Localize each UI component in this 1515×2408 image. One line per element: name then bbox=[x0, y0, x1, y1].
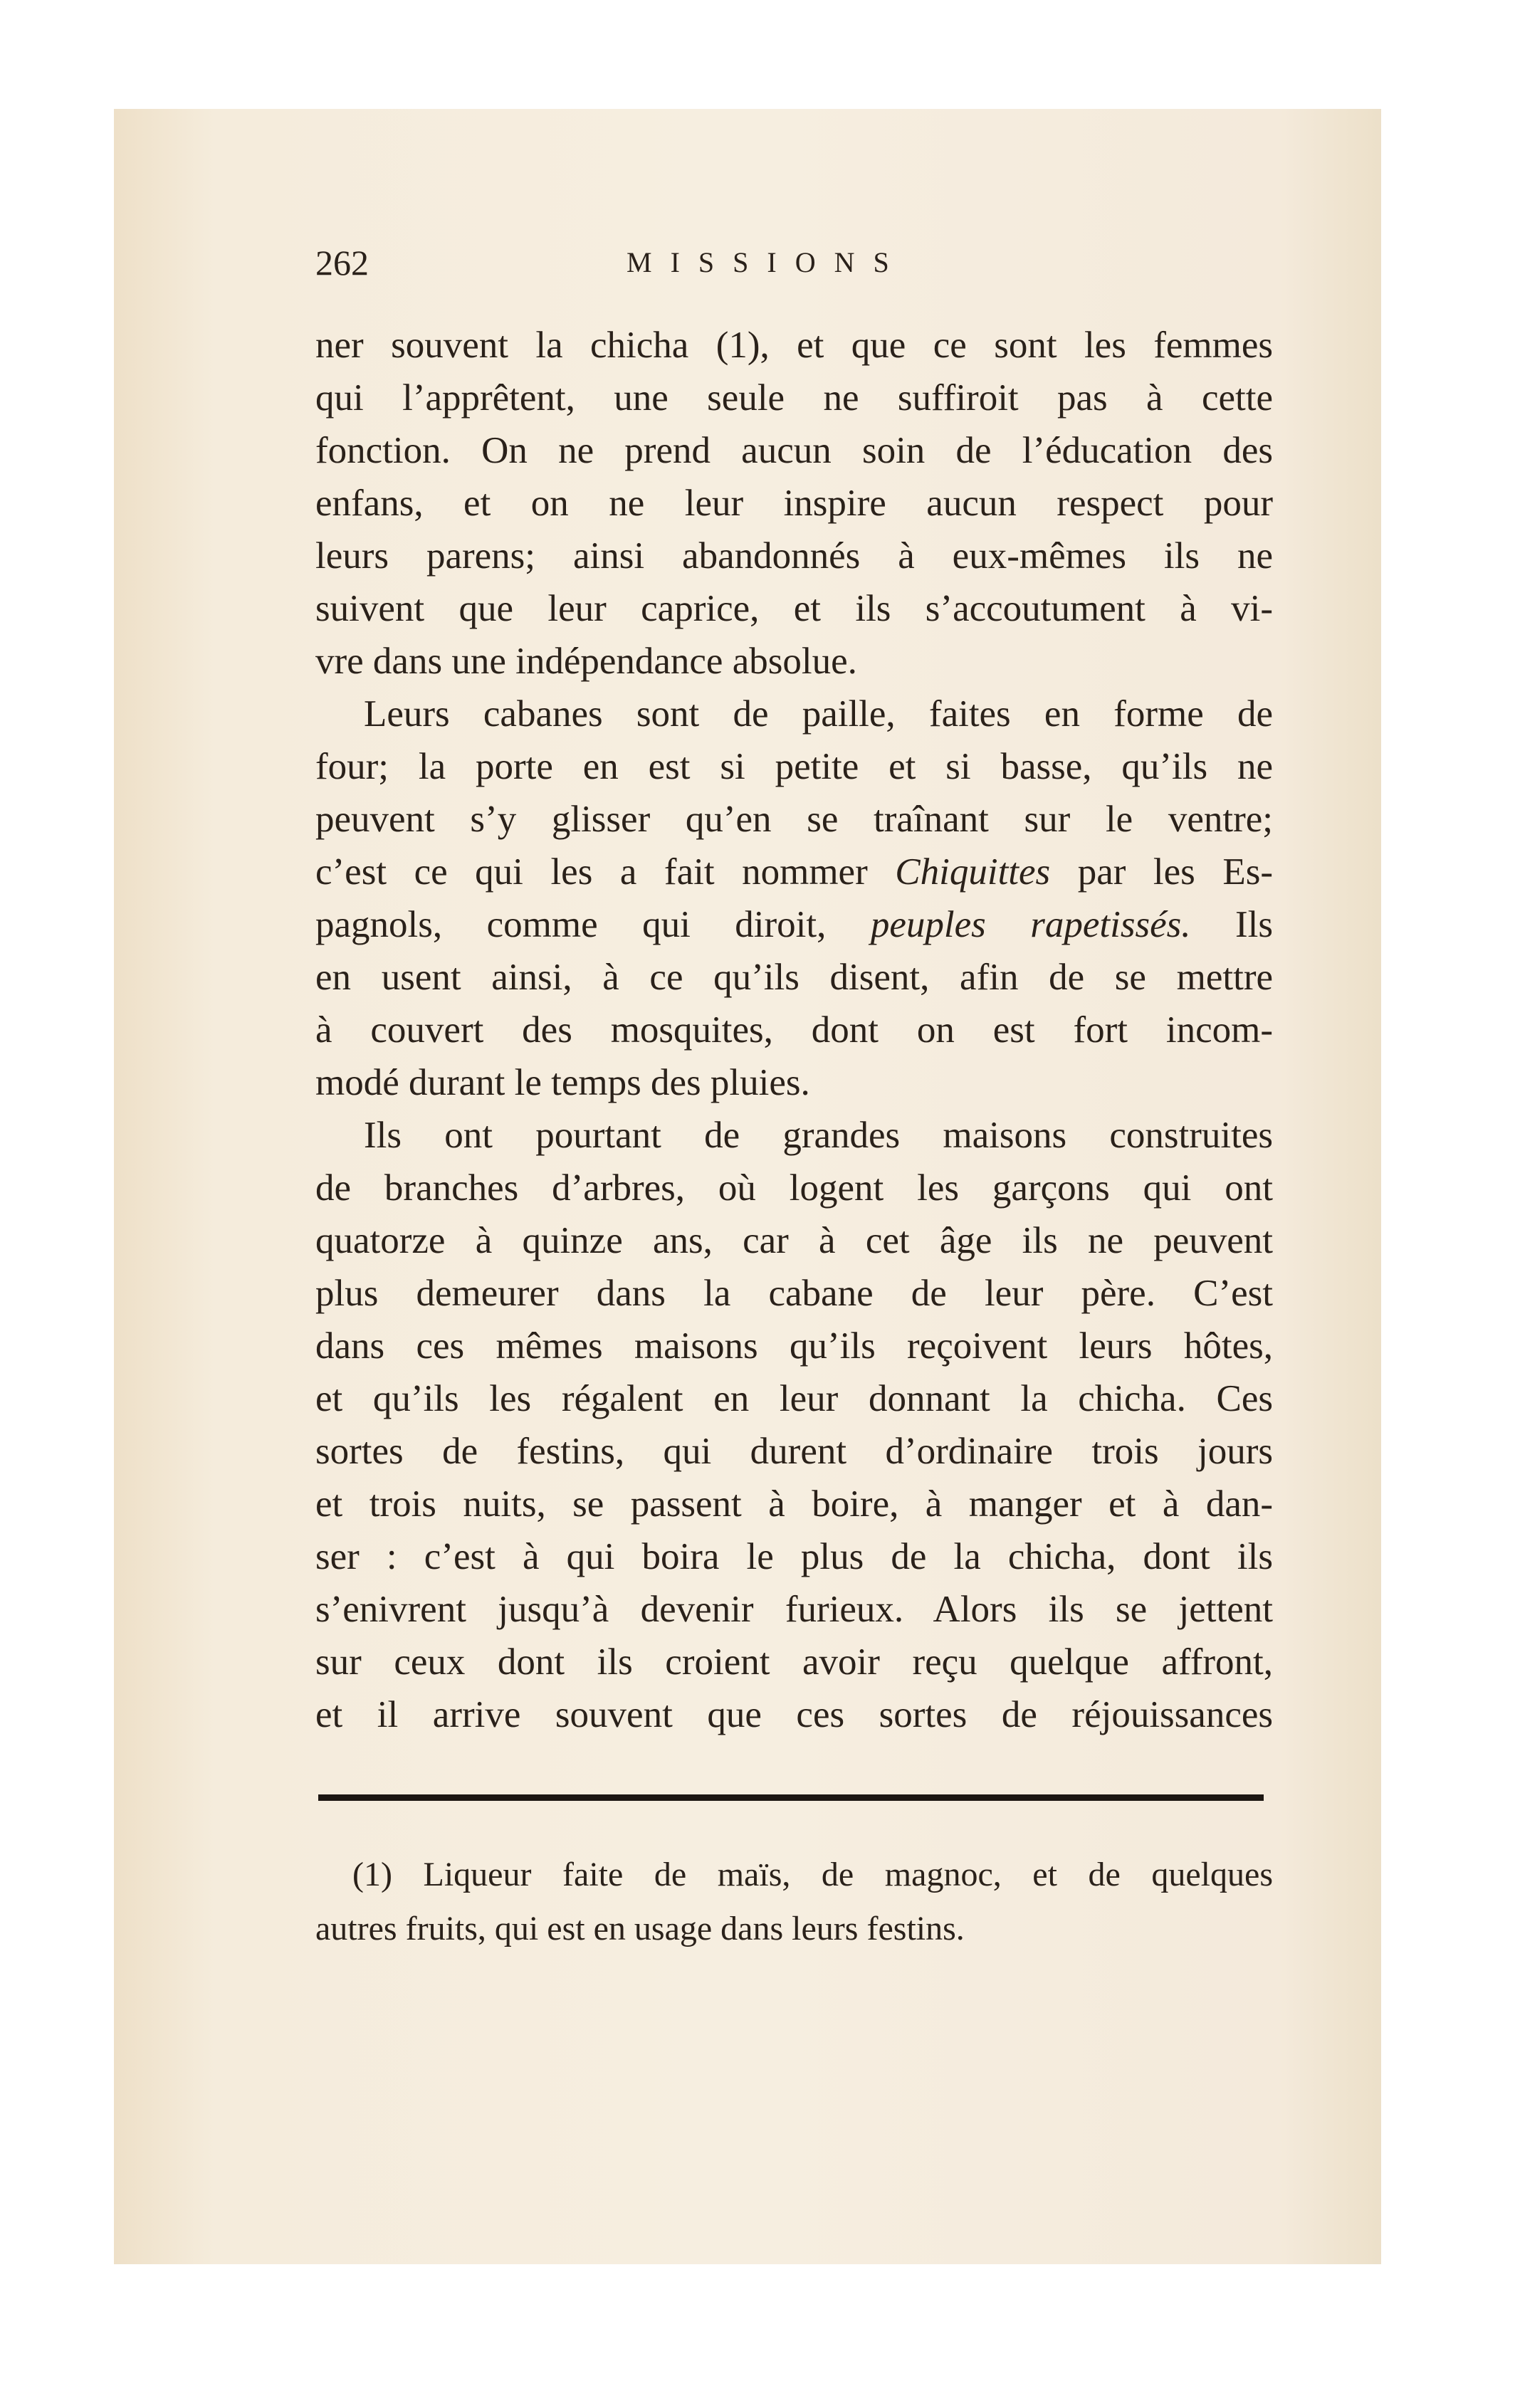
text-segment: quatorze à quinze ans, car à cet âge ils ne peuvent bbox=[315, 1220, 1273, 1261]
text-line bbox=[315, 1425, 1273, 1478]
running-title: MISSIONS bbox=[627, 246, 908, 278]
footnote-line: (1) Liqueur faite de maïs, de magnoc, et de quelques bbox=[352, 1856, 1273, 1893]
text-line bbox=[315, 635, 1273, 688]
text-segment: et trois nuits, se passent à boire, à manger et à dan- bbox=[315, 1483, 1273, 1525]
italic-text: Chiquittes bbox=[895, 851, 1051, 893]
text-line bbox=[315, 1109, 1273, 1162]
italic-text: peuples rapetissés. bbox=[870, 904, 1191, 945]
text-segment: et qu’ils les régalent en leur donnant la chicha. Ces bbox=[315, 1378, 1273, 1419]
text-segment: plus demeurer dans la cabane de leur père. C’est bbox=[315, 1273, 1273, 1314]
text-segment: fonction. On ne prend aucun soin de l’éducation des bbox=[315, 430, 1273, 471]
text-segment: dans ces mêmes maisons qu’ils reçoivent leurs hôtes, bbox=[315, 1325, 1273, 1367]
text-line bbox=[315, 1636, 1273, 1688]
text-segment: de branches d’arbres, où logent les garçons qui ont bbox=[315, 1167, 1273, 1209]
text-line bbox=[315, 372, 1273, 424]
text-segment: suivent que leur caprice, et ils s’accoutument à vi- bbox=[315, 588, 1273, 629]
text-segment: sortes de festins, qui durent d’ordinaire trois jours bbox=[315, 1431, 1273, 1472]
page-number: 262 bbox=[315, 243, 369, 283]
text-line bbox=[315, 1056, 1273, 1109]
text-segment: four; la porte en est si petite et si basse, qu’ils ne bbox=[315, 746, 1273, 787]
text-line bbox=[315, 1004, 1273, 1056]
text-line bbox=[315, 1320, 1273, 1372]
body-text bbox=[315, 319, 1273, 1741]
text-line bbox=[315, 688, 1273, 740]
text-line bbox=[315, 1214, 1273, 1267]
text-segment: par les Es- bbox=[1050, 851, 1273, 893]
text-segment: sur ceux dont ils croient avoir reçu quelque affront, bbox=[315, 1641, 1273, 1683]
text-segment: ner souvent la chicha (1), et que ce sont les femmes bbox=[315, 325, 1273, 366]
text-line bbox=[315, 1162, 1273, 1214]
footnote-line: autres fruits, qui est en usage dans leurs festins. bbox=[315, 1910, 965, 1947]
text-line bbox=[315, 740, 1273, 793]
text-line bbox=[315, 1583, 1273, 1636]
text-segment: à couvert des mosquites, dont on est fort incom- bbox=[315, 1009, 1273, 1051]
footnotes bbox=[315, 1848, 1273, 1956]
text-line bbox=[315, 1688, 1273, 1741]
text-line bbox=[315, 951, 1273, 1004]
footnote-rule bbox=[318, 1794, 1264, 1801]
text-segment: vre dans une indépendance absolue. bbox=[315, 641, 857, 682]
text-line bbox=[315, 530, 1273, 582]
text-segment: leurs parens; ainsi abandonnés à eux-mêmes ils ne bbox=[315, 535, 1273, 577]
text-segment: en usent ainsi, à ce qu’ils disent, afin de se mettre bbox=[315, 957, 1273, 998]
text-line bbox=[315, 1372, 1273, 1425]
text-segment: peuvent s’y glisser qu’en se traînant sur le ventre; bbox=[315, 799, 1273, 840]
text-segment: qui l’apprêtent, une seule ne suffiroit pas à cette bbox=[315, 377, 1273, 419]
text-line bbox=[315, 846, 1273, 898]
text-segment: modé durant le temps des pluies. bbox=[315, 1062, 810, 1103]
text-segment: enfans, et on ne leur inspire aucun respect pour bbox=[315, 483, 1273, 524]
text-line bbox=[315, 793, 1273, 846]
text-segment: ser : c’est à qui boira le plus de la chicha, dont ils bbox=[315, 1536, 1273, 1577]
text-segment: Ils bbox=[1190, 904, 1273, 945]
text-segment: Ils ont pourtant de grandes maisons construites bbox=[364, 1115, 1273, 1156]
text-line bbox=[315, 898, 1273, 951]
text-line bbox=[315, 1267, 1273, 1320]
text-segment: et il arrive souvent que ces sortes de réjouissances bbox=[315, 1694, 1273, 1735]
text-line bbox=[315, 1478, 1273, 1530]
text-line bbox=[315, 582, 1273, 635]
text-segment: pagnols, comme qui diroit, bbox=[315, 904, 871, 945]
text-segment: s’enivrent jusqu’à devenir furieux. Alors ils se jettent bbox=[315, 1589, 1273, 1630]
text-line bbox=[315, 1530, 1273, 1583]
text-line bbox=[315, 424, 1273, 477]
text-segment: Leurs cabanes sont de paille, faites en forme de bbox=[364, 693, 1273, 735]
text-segment: c’est ce qui les a fait nommer bbox=[315, 851, 896, 893]
text-line bbox=[315, 319, 1273, 372]
text-line bbox=[315, 477, 1273, 530]
